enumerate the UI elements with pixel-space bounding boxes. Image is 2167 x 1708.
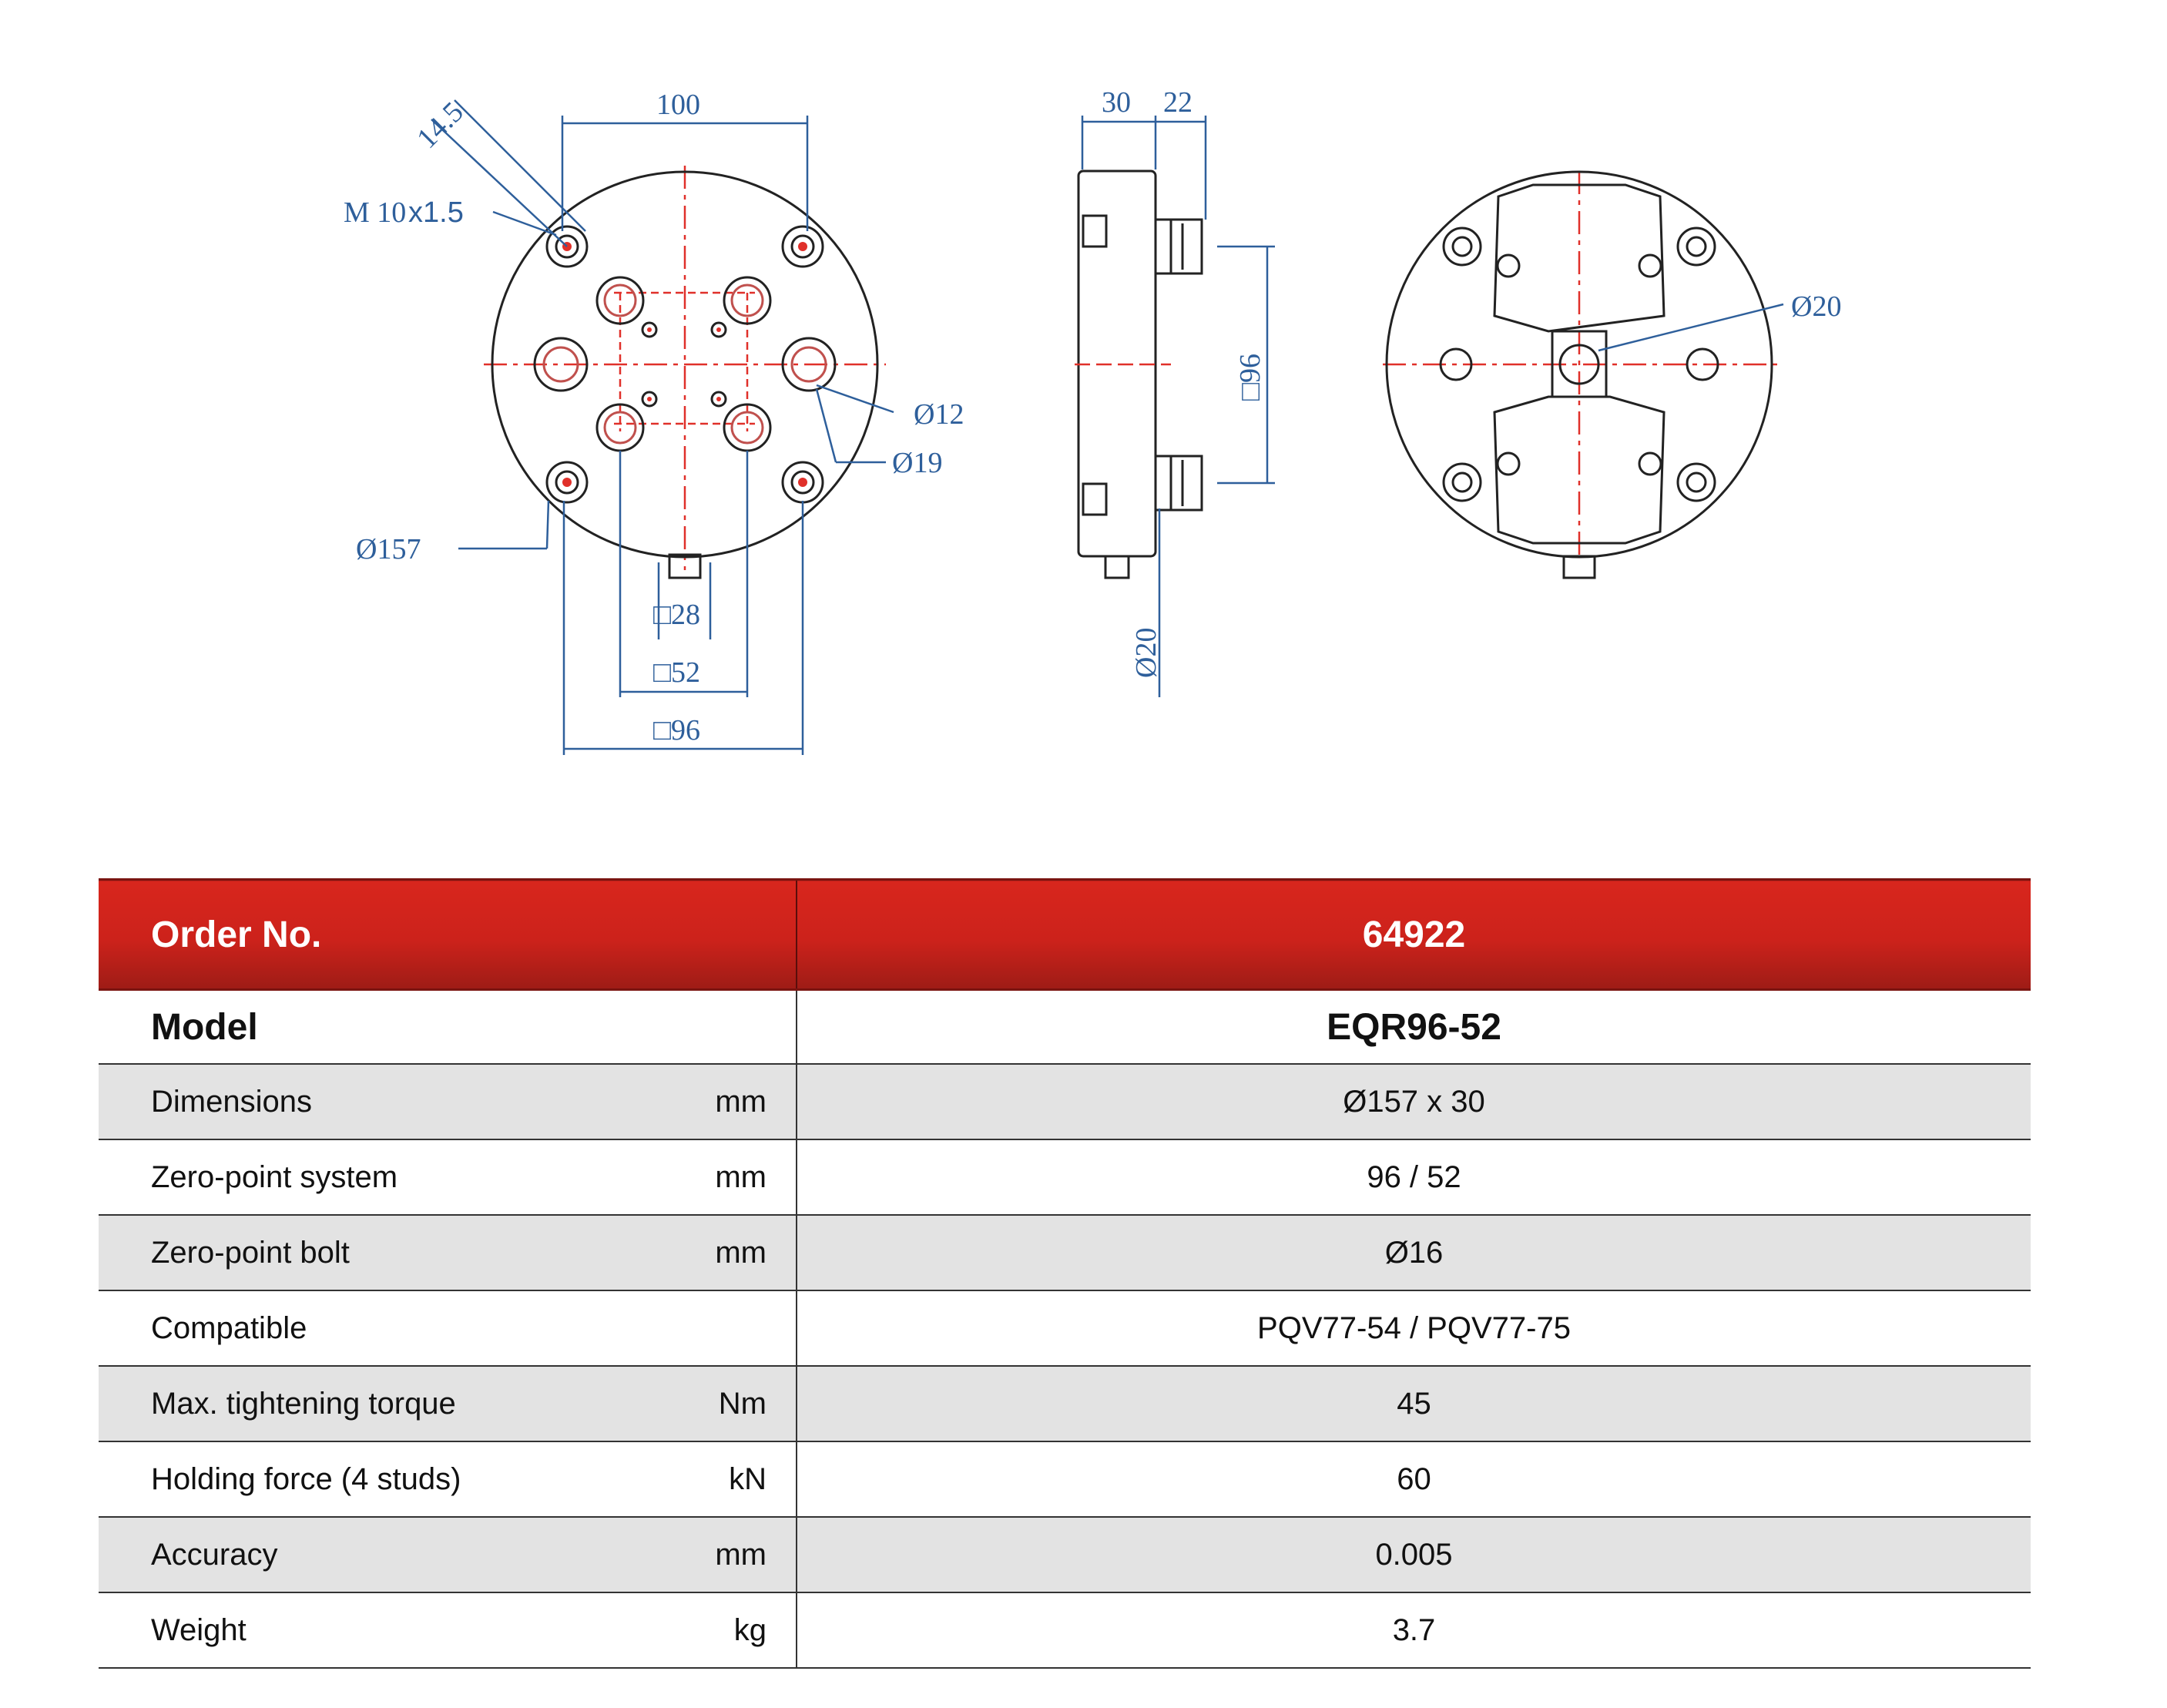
row-label: Dimensions — [99, 1064, 638, 1139]
row-label: Accuracy — [99, 1517, 638, 1592]
row-label: Compatible — [99, 1290, 638, 1366]
dim-width-100: 100 — [656, 89, 700, 121]
model-value: EQR96-52 — [797, 990, 2031, 1065]
side-view — [1075, 116, 1275, 697]
row-label: Zero-point bolt — [99, 1215, 638, 1290]
technical-drawing — [0, 0, 2167, 786]
order-number-row — [99, 880, 2031, 990]
dim-rear-diameter-20: Ø20 — [1791, 290, 1842, 323]
row-value: 0.005 — [797, 1517, 2031, 1592]
order-number-value: 64922 — [797, 880, 2031, 990]
dim-square-96: □96 — [653, 714, 700, 747]
dim-stud-spacing-96: □96 — [1234, 354, 1266, 401]
row-unit: mm — [638, 1139, 797, 1215]
row-label: Holding force (4 studs) — [99, 1441, 638, 1517]
row-label: Weight — [99, 1592, 638, 1668]
dim-thread-spacing: 14.5 — [411, 96, 470, 156]
row-label: Zero-point system — [99, 1139, 638, 1215]
table-row — [99, 1592, 2031, 1668]
dim-thread-prefix: M 10 — [344, 196, 407, 229]
table-row — [99, 1064, 2031, 1139]
order-number-label: Order No. — [99, 880, 797, 990]
row-unit: Nm — [638, 1366, 797, 1441]
row-label: Max. tightening torque — [99, 1366, 638, 1441]
row-unit: mm — [638, 1215, 797, 1290]
dim-stud-length-22: 22 — [1163, 86, 1193, 119]
row-value: 96 / 52 — [797, 1139, 2031, 1215]
dim-stud-diameter-20: Ø20 — [1130, 627, 1162, 678]
row-value: 60 — [797, 1441, 2031, 1517]
dim-diameter-157: Ø157 — [356, 533, 421, 565]
table-row — [99, 1139, 2031, 1215]
table-row — [99, 1517, 2031, 1592]
dim-thread-suffix: x1.5 — [408, 196, 464, 229]
dim-square-52: □52 — [653, 656, 700, 689]
rear-view — [1383, 171, 1783, 578]
table-row — [99, 1290, 2031, 1366]
row-unit: kN — [638, 1441, 797, 1517]
row-unit: kg — [638, 1592, 797, 1668]
dim-square-28: □28 — [653, 599, 700, 631]
table-row — [99, 1366, 2031, 1441]
table-row — [99, 1215, 2031, 1290]
model-label: Model — [99, 990, 797, 1065]
row-value: 3.7 — [797, 1592, 2031, 1668]
row-value: PQV77-54 / PQV77-75 — [797, 1290, 2031, 1366]
row-unit: mm — [638, 1064, 797, 1139]
table-row — [99, 1441, 2031, 1517]
row-unit: mm — [638, 1517, 797, 1592]
row-value: Ø16 — [797, 1215, 2031, 1290]
dim-thickness-30: 30 — [1102, 86, 1131, 119]
dim-diameter-12: Ø12 — [914, 398, 964, 431]
row-value: 45 — [797, 1366, 2031, 1441]
row-unit — [638, 1290, 797, 1366]
row-value: Ø157 x 30 — [797, 1064, 2031, 1139]
model-row — [99, 990, 2031, 1065]
spec-table — [99, 878, 2031, 1669]
dim-diameter-19: Ø19 — [892, 447, 943, 479]
